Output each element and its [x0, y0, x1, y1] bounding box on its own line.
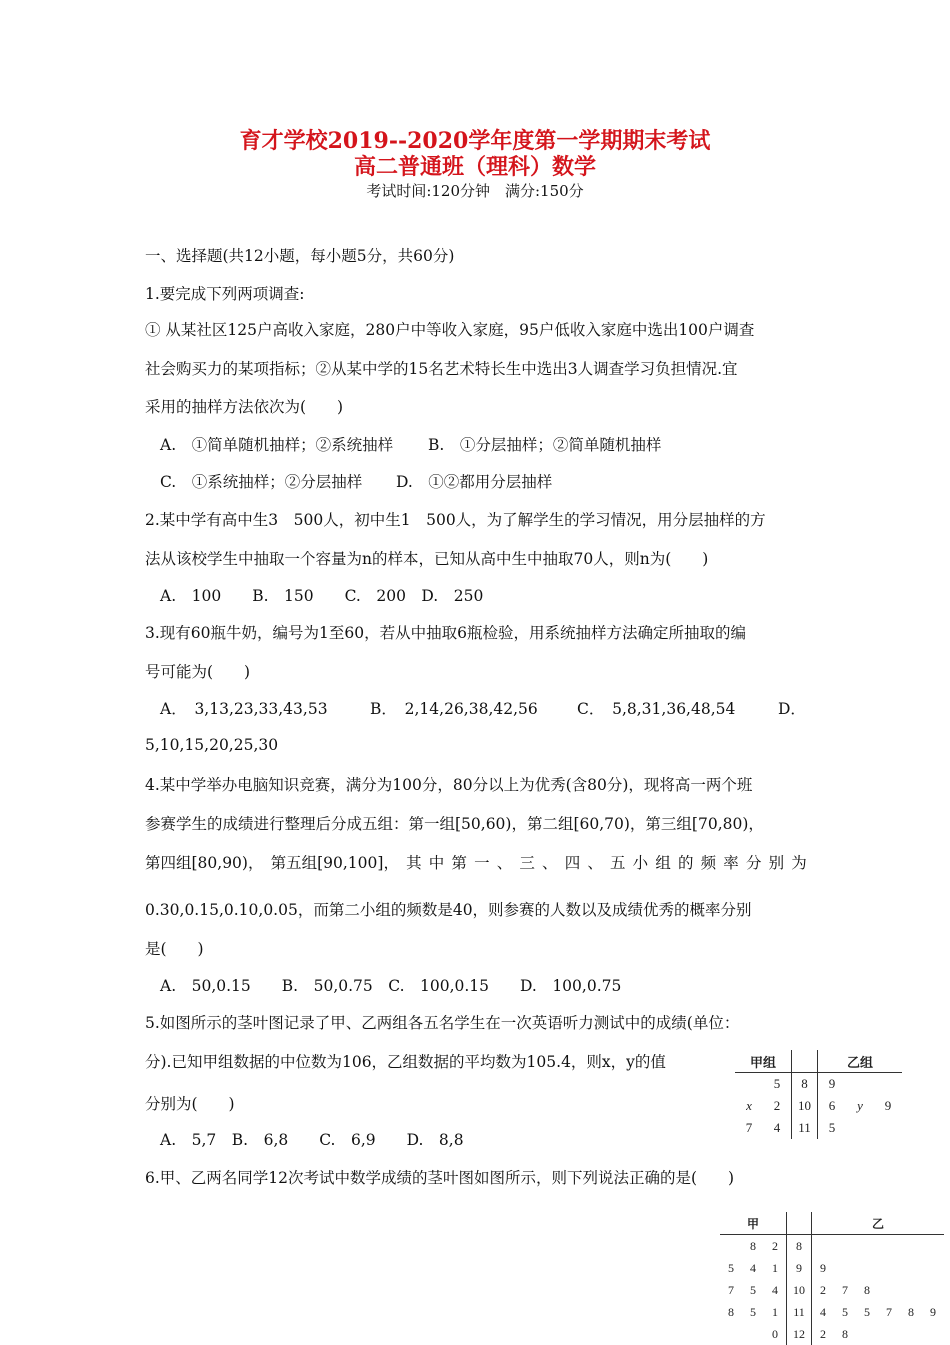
- q3-option-c: C． 5,8,31,36,48,54: [577, 700, 736, 718]
- q6-plot-row: 8 2 8: [720, 1235, 944, 1258]
- q6-plot-header-stem: [787, 1212, 812, 1235]
- q1-stem: 1.要完成下列两项调查:: [145, 285, 305, 303]
- q5-stem-line: 分别为( ): [145, 1095, 235, 1113]
- q4-segment: 第五组[90,100]，: [270, 854, 399, 872]
- q4-segment: 第: [451, 854, 467, 872]
- q6-stem-leaf-plot: [720, 1212, 944, 1345]
- exam-subtitle: 高二普通班（理科）数学: [353, 154, 596, 180]
- q4-segment: 为: [791, 854, 807, 872]
- q2-stem: 2.某中学有高中生3 500人，初中生1 500人，为了解学生的学习情况，用分层抽样的方: [145, 511, 766, 529]
- q4-stem-line: 是( ): [145, 940, 204, 958]
- q4-stem-line: 参赛学生的成绩进行整理后分成五组：第一组[50,60)，第二组[60,70)，第三组[70,80)，: [145, 815, 764, 833]
- q1-option-a: A. ①简单随机抽样；②系统抽样: [160, 436, 394, 454]
- q5-options: A. 5,7 B. 6,8 C. 6,9 D. 8,8: [160, 1131, 464, 1149]
- q3-option-a: A． 3,13,23,33,43,53: [160, 700, 328, 718]
- q6-stem: 6.甲、乙两名同学12次考试中数学成绩的茎叶图如图所示，则下列说法正确的是( ): [145, 1169, 735, 1187]
- q2-stem-line: 法从该校学生中抽取一个容量为n的样本，已知从高中生中抽取70人，则n为( ): [145, 550, 709, 568]
- q4-segment: 五: [610, 854, 626, 872]
- q6-plot-header-right: 乙: [812, 1212, 945, 1235]
- q6-plot-row: 0 12 2 8: [720, 1323, 944, 1345]
- q5-plot-row: 7 4 11 5: [735, 1117, 902, 1139]
- q6-plot-header-left: 甲: [720, 1212, 787, 1235]
- q4-segment: 三: [519, 854, 535, 872]
- q5-stem-line: 分).已知甲组数据的中位数为106，乙组数据的平均数为105.4，则x，y的值: [145, 1053, 666, 1071]
- q2-options: A. 100 B. 150 C. 200 D. 250: [160, 587, 484, 605]
- q4-segment: 、: [496, 854, 513, 872]
- q1-stem-line: 采用的抽样方法依次为( ): [145, 398, 344, 416]
- q4-segment: 率: [723, 854, 739, 872]
- q4-segment: 小: [632, 854, 649, 872]
- q4-segment: 分: [745, 854, 762, 872]
- q5-stem: 5.如图所示的茎叶图记录了甲、乙两组各五名学生在一次英语听力测试中的成绩(单位：: [145, 1014, 740, 1032]
- q4-segment: 第四组[80,90)，: [145, 854, 264, 872]
- q6-plot-row: 8 5 1 11 4 5 5 7 8 9: [720, 1301, 944, 1323]
- section-heading: 一、选择题(共12小题，每小题5分，共60分): [145, 247, 455, 265]
- q5-plot-header-left: 甲组: [735, 1050, 792, 1073]
- q4-stem-justified-line: [145, 851, 807, 873]
- q5-plot-header-stem: [792, 1050, 818, 1073]
- q1-option-d: D. ①②都用分层抽样: [396, 473, 553, 491]
- q6-plot-row: 7 5 4 10 2 7 8: [720, 1279, 944, 1301]
- q4-segment: 别: [768, 854, 785, 872]
- q4-segment: 的: [677, 854, 694, 872]
- q4-segment: 频: [700, 854, 717, 872]
- q3-option-b: B． 2,14,26,38,42,56: [370, 700, 538, 718]
- q3-stem-line: 号可能为( ): [145, 663, 251, 681]
- q1-stem-line: 社会购买力的某项指标；②从某中学的15名艺术特长生中选出3人调查学习负担情况.宜: [145, 360, 738, 378]
- q4-segment: 其: [406, 854, 422, 872]
- q6-plot-row: 5 4 1 9 9: [720, 1257, 944, 1279]
- q4-options: A. 50,0.15 B. 50,0.75 C. 100,0.15 D. 100,0.75: [160, 977, 622, 995]
- exam-title: 育才学校2019--2020学年度第一学期期末考试: [239, 128, 711, 154]
- q1-option-c: C. ①系统抽样；②分层抽样: [160, 473, 363, 491]
- q4-segment: 四: [564, 854, 581, 872]
- q3-option-d: D．: [778, 700, 806, 718]
- q1-stem-line: ① 从某社区125户高收入家庭，280户中等收入家庭，95户低收入家庭中选出100户调查: [145, 321, 755, 339]
- q5-stem-leaf-plot: [735, 1050, 902, 1139]
- q4-segment: 、: [587, 854, 603, 872]
- q5-plot-header-right: 乙组: [818, 1050, 903, 1073]
- exam-info: 考试时间:120分钟 满分:150分: [366, 182, 584, 200]
- q4-stem: 4.某中学举办电脑知识竞赛，满分为100分，80分以上为优秀(含80分)，现将高一两个班: [145, 776, 753, 794]
- q4-segment: 中: [428, 854, 445, 872]
- q5-plot-row: x 2 10 6 y 9: [735, 1095, 902, 1117]
- q4-segment: 一: [474, 854, 490, 872]
- q4-segment: 组: [655, 854, 671, 872]
- q1-option-b: B. ①分层抽样；②简单随机抽样: [428, 436, 662, 454]
- q4-segment: 、: [542, 854, 558, 872]
- q3-stem: 3.现有60瓶牛奶，编号为1至60，若从中抽取6瓶检验，用系统抽样方法确定所抽取的编: [145, 624, 746, 642]
- q3-option-d-value: 5,10,15,20,25,30: [145, 736, 279, 754]
- q4-stem-line: 0.30,0.15,0.10,0.05，而第二小组的频数是40，则参赛的人数以及成绩优秀的概率分别: [145, 901, 752, 919]
- q5-plot-row: 5 8 9: [735, 1073, 902, 1096]
